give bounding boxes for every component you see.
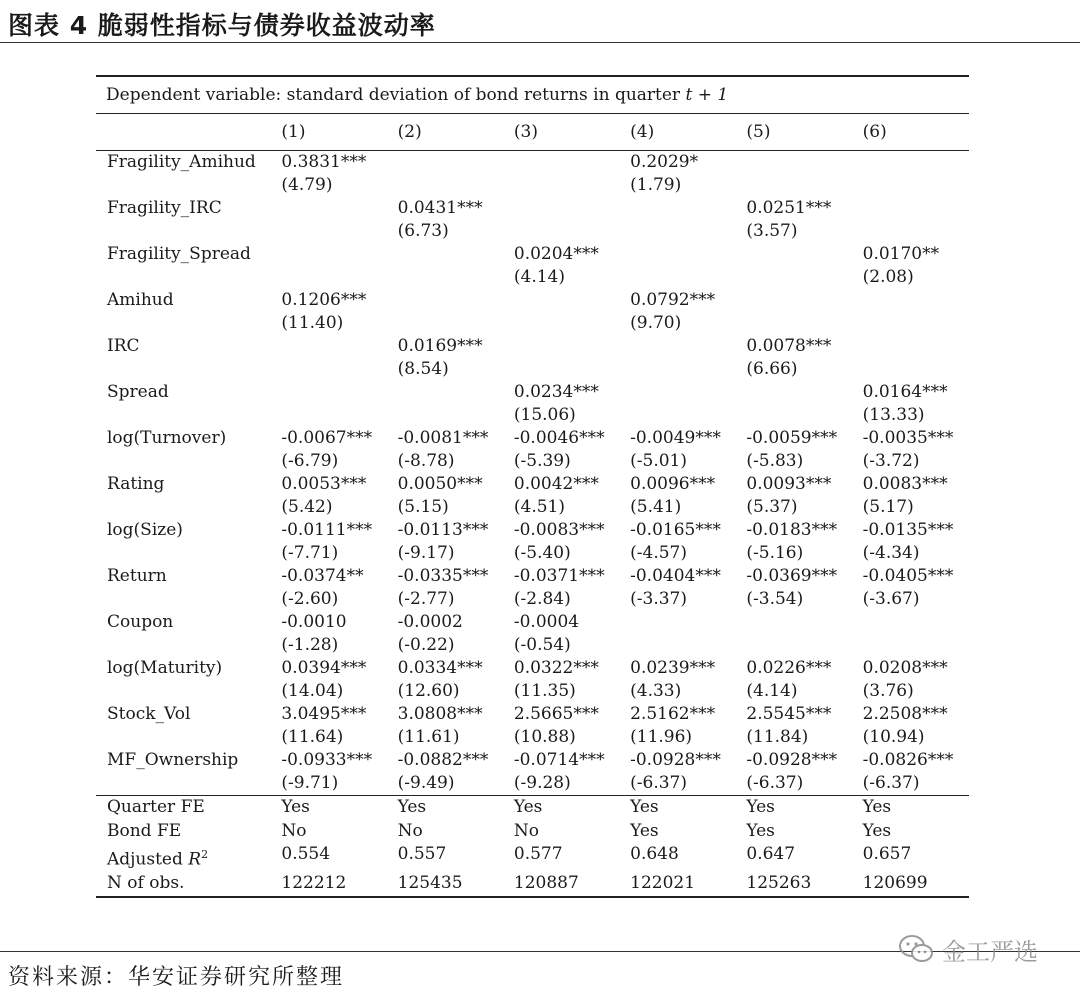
t-statistic-cell [620,266,736,289]
t-statistic-cell: (-2.84) [513,589,571,609]
t-statistic-cell: (10.88) [513,727,576,747]
t-statistic-cell: (-2.60) [281,589,339,609]
t-statistic-cell [620,220,736,243]
coefficient-cell: -0.0404*** [630,566,721,586]
coefficient-cell: -0.0183*** [746,520,838,540]
blank-label-cell [96,220,271,243]
coefficient-cell [388,151,504,175]
t-statistic-row [96,450,969,473]
statistic-value-cell: Yes [746,797,775,817]
coefficient-cell: -0.0081*** [397,428,489,448]
variable-label: log(Turnover) [107,428,227,448]
coefficient-cell [620,611,736,634]
statistic-row [96,820,969,844]
coefficient-cell: -0.0928*** [746,750,838,770]
coefficient-cell [853,611,969,634]
coefficient-cell [388,381,504,404]
t-statistic-cell: (15.06) [513,405,576,425]
statistic-value-cell: Yes [513,797,543,817]
t-statistic-cell: (-6.37) [620,772,736,796]
coefficient-cell: -0.0928*** [630,750,721,770]
coefficient-cell: -0.0049*** [630,428,721,448]
coefficient-cell: -0.0046*** [513,428,605,448]
statistic-value-cell: Yes [862,797,892,817]
coefficient-cell: 0.0078*** [746,336,832,356]
t-statistic-cell: (11.84) [746,727,809,747]
coefficient-cell [736,243,852,266]
coefficient-cell [620,243,736,266]
t-statistic-cell: (5.37) [746,497,798,517]
coefficient-cell [504,151,620,175]
statistic-row [96,872,969,897]
t-statistic-cell: (9.70) [630,313,682,333]
t-statistic-row [96,588,969,611]
t-statistic-cell: (11.64) [281,727,344,747]
coefficient-cell: -0.0135*** [862,520,954,540]
coefficient-cell [271,243,387,266]
column-header: (2) [388,114,504,151]
statistic-value-cell: 0.657 [862,844,912,864]
coefficient-cell [736,151,852,175]
variable-label: Spread [107,382,169,402]
coefficient-cell: 0.0239*** [630,658,716,678]
statistic-value-cell: 0.557 [397,844,447,864]
coefficient-cell: -0.0371*** [513,566,605,586]
coefficient-cell: 0.0394*** [281,658,367,678]
coefficient-cell: 0.0164*** [862,382,948,402]
coefficient-cell [388,289,504,312]
t-statistic-cell: (10.94) [862,727,925,747]
t-statistic-cell: (5.42) [281,497,333,517]
coefficient-cell [271,381,387,404]
coefficient-cell: 0.0169*** [397,336,483,356]
t-statistic-cell: (2.08) [862,267,914,287]
t-statistic-cell: (5.41) [630,497,682,517]
t-statistic-cell [736,312,852,335]
coefficient-cell [736,289,852,312]
t-statistic-cell [736,266,852,289]
coefficient-cell [271,335,387,358]
t-statistic-cell: (-5.01) [630,451,687,471]
t-statistic-cell: (3.57) [746,221,798,241]
t-statistic-cell: (-3.72) [862,451,920,471]
t-statistic-cell: (-6.37) [736,772,852,796]
coefficient-cell: -0.0059*** [746,428,838,448]
statistic-label: N of obs. [96,872,271,897]
variable-label: IRC [107,336,140,356]
t-statistic-cell [388,174,504,197]
statistic-value-cell: 122212 [271,872,387,897]
variable-label: Stock_Vol [107,704,191,724]
coefficient-cell: 0.0792*** [630,290,716,310]
statistic-label [96,843,271,872]
statistic-value-cell: 120887 [504,872,620,897]
t-statistic-cell [271,404,387,427]
header-blank-cell [96,114,271,151]
t-statistic-cell: (14.04) [281,681,344,701]
statistic-value-cell: Yes [630,797,659,817]
statistic-value-cell: 125263 [736,872,852,897]
coefficient-cell [853,289,969,312]
statistic-value-cell: No [513,820,539,841]
t-statistic-cell: (-4.57) [630,543,687,563]
statistic-label-math: R [188,849,202,870]
statistic-value-cell: 0.648 [630,844,679,864]
t-statistic-cell: (6.73) [397,221,449,241]
blank-label-cell [96,266,271,289]
t-statistic-row [96,266,969,289]
t-statistic-row [96,680,969,703]
statistic-label-prefix: Adjusted [107,849,183,870]
coefficient-cell [388,243,504,266]
coefficient-cell: 0.0093*** [746,474,832,494]
t-statistic-row [96,358,969,381]
coefficient-cell: -0.0714*** [513,750,605,770]
variable-label: MF_Ownership [107,750,239,770]
t-statistic-row [96,220,969,243]
coefficient-cell [271,197,387,220]
coefficient-cell: -0.0933*** [281,750,373,770]
statistic-value-cell: 120699 [853,872,969,897]
column-header: (5) [736,114,852,151]
statistic-value-cell: Yes [746,820,775,841]
t-statistic-cell [504,358,620,381]
statistic-row [96,843,969,872]
t-statistic-cell: (-1.28) [281,635,339,655]
variable-label: Fragility_Spread [107,244,251,264]
t-statistic-cell [388,404,504,427]
coefficient-cell: 3.0495*** [281,704,367,724]
t-statistic-cell: (-3.67) [862,589,920,609]
t-statistic-cell: (11.96) [630,727,693,747]
coefficient-cell: 3.0808*** [397,704,483,724]
watermark-text: 金工严选 [942,937,1038,966]
coefficient-cell: 0.1206*** [281,290,367,310]
coefficient-row [96,381,969,404]
variable-label: Fragility_Amihud [107,152,256,172]
coefficient-cell [736,381,852,404]
t-statistic-cell [853,220,969,243]
variable-label: Fragility_IRC [107,198,222,218]
regression-table [96,75,969,898]
t-statistic-cell: (-9.71) [271,772,387,796]
coefficient-cell: -0.0083*** [513,520,605,540]
statistic-value-cell: 0.577 [513,844,563,864]
t-statistic-cell [620,404,736,427]
column-number-row [96,114,969,151]
statistic-value-cell: No [397,820,423,841]
t-statistic-cell: (-5.40) [513,543,571,563]
statistics-rows [96,796,969,897]
coefficient-cell: -0.0035*** [862,428,954,448]
t-statistic-cell [853,358,969,381]
coefficient-cell: -0.0335*** [397,566,489,586]
blank-label-cell [96,496,271,519]
coefficient-cell: 0.0322*** [513,658,599,678]
t-statistic-cell: (4.33) [630,681,682,701]
coefficient-cell: 0.0251*** [746,198,832,218]
coefficient-row [96,657,969,680]
blank-label-cell [96,680,271,703]
statistic-label-superscript: 2 [201,848,209,861]
coefficient-cell [736,611,852,634]
statistic-value-cell: Yes [862,820,892,841]
coefficient-cell: -0.0374** [281,566,364,586]
coefficient-row [96,427,969,450]
t-statistic-cell [504,312,620,335]
t-statistic-cell: (5.15) [397,497,449,517]
coefficient-cell: 0.0096*** [630,474,716,494]
variable-label: Rating [107,474,165,494]
t-statistic-cell [388,266,504,289]
statistic-value-cell: 0.554 [281,844,331,864]
coefficient-cell [620,381,736,404]
coefficient-cell: 0.0208*** [862,658,948,678]
coefficient-cell: 0.3831*** [281,152,367,172]
column-header: (3) [504,114,620,151]
wechat-icon [898,934,934,964]
t-statistic-row [96,174,969,197]
variable-label: Return [107,566,167,586]
statistic-value-cell: No [281,820,307,841]
coefficient-cell: 0.0042*** [513,474,599,494]
blank-label-cell [96,404,271,427]
t-statistic-cell [271,220,387,243]
statistic-label: Quarter FE [107,797,205,817]
coefficient-cell: -0.0113*** [397,520,489,540]
variable-label: Coupon [107,612,174,632]
coefficient-cell: -0.0067*** [281,428,373,448]
statistic-value-cell: 122021 [620,872,736,897]
t-statistic-row [96,496,969,519]
t-statistic-cell [504,174,620,197]
t-statistic-cell: (4.14) [513,267,565,287]
t-statistic-row [96,634,969,657]
statistic-value-cell: Yes [281,797,310,817]
coefficient-cell: -0.0010 [281,612,347,632]
t-statistic-cell: (-2.77) [397,589,455,609]
t-statistic-cell: (-0.54) [513,635,571,655]
coefficient-cell: -0.0004 [513,612,580,632]
t-statistic-cell: (-5.83) [746,451,804,471]
t-statistic-cell: (1.79) [630,175,682,195]
coefficient-cell: 0.0050*** [397,474,483,494]
t-statistic-cell: (8.54) [397,359,449,379]
t-statistic-cell [504,220,620,243]
coefficient-row [96,289,969,312]
statistic-label: Bond FE [107,820,182,841]
statistic-value-cell: Yes [630,820,659,841]
coefficient-cell [853,335,969,358]
coefficient-cell: 0.2029* [630,152,699,172]
coefficient-cell: 2.5162*** [630,704,716,724]
t-statistic-row [96,772,969,796]
coefficient-row [96,473,969,496]
coefficient-cell: 2.5545*** [746,704,832,724]
t-statistic-cell: (4.51) [513,497,565,517]
t-statistic-cell [620,358,736,381]
watermark [898,932,1078,966]
coefficient-cell [504,335,620,358]
t-statistic-cell: (3.76) [862,681,914,701]
coefficient-cell: -0.0882*** [397,750,489,770]
t-statistic-cell: (-0.22) [397,635,455,655]
coefficient-row [96,703,969,726]
t-statistic-cell [271,266,387,289]
column-header: (4) [620,114,736,151]
t-statistic-cell [853,634,969,657]
coefficient-cell [620,197,736,220]
t-statistic-cell: (13.33) [862,405,925,425]
t-statistic-cell [853,312,969,335]
coefficient-cell: 0.0334*** [397,658,483,678]
coefficient-cell: 2.5665*** [513,704,599,724]
t-statistic-cell: (4.79) [281,175,333,195]
t-statistic-cell: (5.17) [862,497,914,517]
t-statistic-row [96,312,969,335]
coefficient-cell: -0.0405*** [862,566,954,586]
t-statistic-cell: (-3.54) [746,589,804,609]
coefficient-row [96,519,969,542]
coefficient-cell: 2.2508*** [862,704,948,724]
coefficient-cell: 0.0083*** [862,474,948,494]
t-statistic-cell: (-4.34) [862,543,920,563]
dependent-variable-label: Dependent variable: standard deviation of bond returns in quarter [106,85,681,105]
blank-label-cell [96,726,271,749]
variable-label: Amihud [107,290,174,310]
t-statistic-cell: (-3.37) [630,589,687,609]
t-statistic-cell: (11.35) [513,681,576,701]
dependent-variable-header [96,76,969,114]
blank-label-cell [96,312,271,335]
statistic-value-cell: Yes [397,797,427,817]
dependent-variable-period: t + 1 [685,85,729,105]
variable-label: log(Maturity) [107,658,223,678]
coefficient-cell: 0.0226*** [746,658,832,678]
title-divider [0,42,1080,43]
coefficient-row [96,565,969,588]
blank-label-cell [96,634,271,657]
coefficient-row [96,151,969,175]
variable-label: log(Size) [107,520,183,540]
coefficient-cell: 0.0170** [862,244,940,264]
coefficient-row [96,335,969,358]
coefficient-cell [620,335,736,358]
t-statistic-cell [853,174,969,197]
t-statistic-row [96,542,969,565]
blank-label-cell [96,174,271,197]
t-statistic-row [96,726,969,749]
statistic-row [96,796,969,820]
t-statistic-cell [736,634,852,657]
blank-label-cell [96,450,271,473]
statistic-value-cell: 0.647 [746,844,796,864]
column-header: (6) [853,114,969,151]
coefficient-cell [504,289,620,312]
blank-label-cell [96,358,271,381]
coefficient-cell: -0.0826*** [862,750,954,770]
figure-title: 图表 4 脆弱性指标与债券收益波动率 [8,11,436,40]
t-statistic-cell: (-9.49) [388,772,504,796]
coefficient-row [96,611,969,634]
coefficient-cell: 0.0234*** [513,382,599,402]
t-statistic-cell [388,312,504,335]
t-statistic-cell [736,404,852,427]
coefficient-cell: -0.0111*** [281,520,373,540]
t-statistic-cell: (-7.71) [281,543,339,563]
t-statistic-cell: (-8.78) [397,451,455,471]
t-statistic-cell: (11.61) [397,727,460,747]
coefficient-row [96,197,969,220]
blank-label-cell [96,772,271,796]
t-statistic-cell [736,174,852,197]
coefficient-cell [853,197,969,220]
coefficient-cell [504,197,620,220]
t-statistic-cell: (12.60) [397,681,460,701]
t-statistic-cell: (11.40) [281,313,344,333]
blank-label-cell [96,542,271,565]
coefficient-rows [96,151,969,796]
t-statistic-cell: (6.66) [746,359,798,379]
coefficient-cell: 0.0204*** [513,244,599,264]
coefficient-row [96,243,969,266]
t-statistic-cell: (-5.39) [513,451,571,471]
source-note: 资料来源：华安证券研究所整理 [8,965,345,990]
coefficient-cell: 0.0431*** [397,198,483,218]
t-statistic-cell: (-6.79) [281,451,339,471]
t-statistic-cell: (-6.37) [853,772,969,796]
statistic-value-cell: 125435 [388,872,504,897]
t-statistic-cell [271,358,387,381]
coefficient-cell: 0.0053*** [281,474,367,494]
t-statistic-cell: (4.14) [746,681,798,701]
column-header: (1) [271,114,387,151]
t-statistic-cell: (-9.17) [397,543,455,563]
coefficient-cell [853,151,969,175]
blank-label-cell [96,588,271,611]
t-statistic-cell [620,634,736,657]
t-statistic-cell: (-5.16) [746,543,804,563]
coefficient-cell: -0.0369*** [746,566,838,586]
t-statistic-row [96,404,969,427]
t-statistic-cell: (-9.28) [504,772,620,796]
coefficient-cell: -0.0002 [397,612,463,632]
coefficient-row [96,749,969,772]
coefficient-cell: -0.0165*** [630,520,721,540]
